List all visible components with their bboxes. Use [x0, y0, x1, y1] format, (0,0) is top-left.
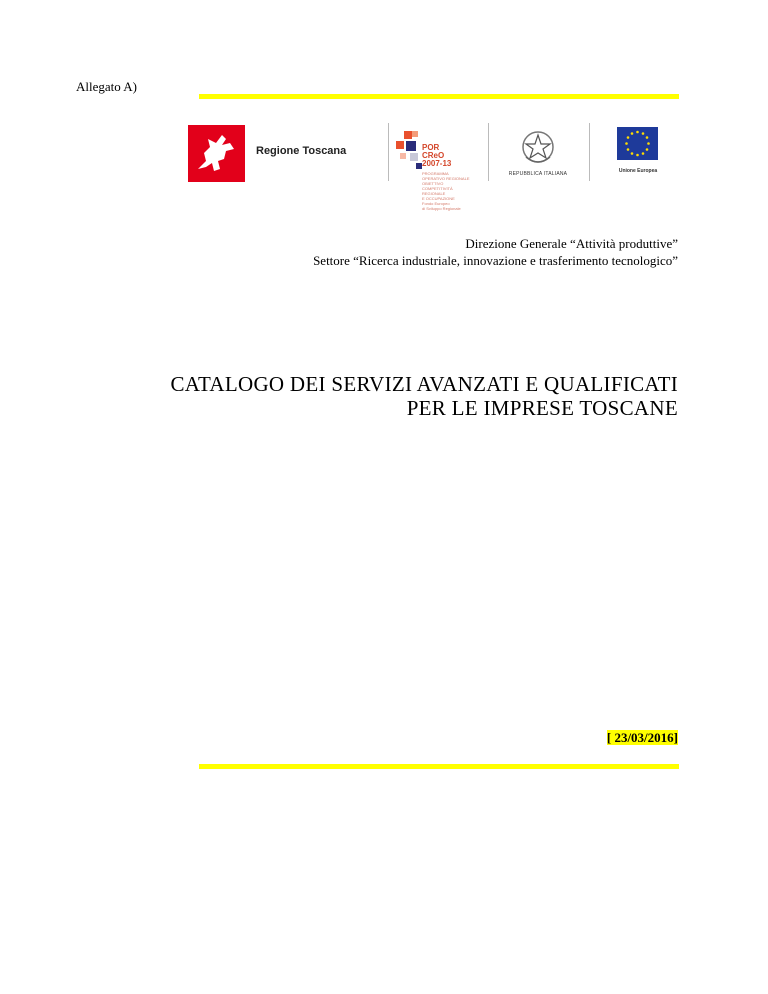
annex-label: Allegato A): [76, 79, 138, 94]
unione-europea-logo: [600, 125, 670, 183]
regione-toscana-name: Regione Toscana: [256, 145, 347, 157]
italian-emblem-icon: [518, 127, 558, 167]
logo-strip: [188, 123, 678, 213]
logo-divider: [488, 123, 489, 181]
title-line-2: PER LE IMPRESE TOSCANE: [406, 396, 678, 420]
pegasus-emblem: [188, 125, 245, 182]
document-date: [607, 730, 678, 746]
date-value: 23/03/2016]: [614, 730, 678, 745]
department-block: [313, 235, 678, 269]
eu-flag-icon: [617, 127, 658, 160]
repubblica-italiana-logo: [498, 127, 578, 181]
document-title: [171, 372, 679, 420]
logo-divider: [589, 123, 590, 181]
regione-toscana-logo: [188, 125, 364, 183]
sector-name: Settore “Ricerca industriale, innovazione e trasferimento tecnologico”: [313, 253, 678, 268]
repubblica-italiana-name: REPUBBLICA ITALIANA: [508, 171, 568, 177]
por-creo-logo: [396, 123, 486, 213]
department-name: Direzione Generale “Attività produttive”: [465, 236, 678, 251]
unione-europea-name: Unione Europea: [618, 168, 658, 174]
logo-divider: [388, 123, 389, 181]
por-creo-subtext: PROGRAMMA OPERATIVO REGIONALE OBIETTIVO COMPETITIVITÀ REGIONALE E OCCUPAZIONE Fondo Europeo di Sviluppo Regionale: [422, 171, 470, 211]
top-yellow-rule: [199, 94, 679, 99]
date-open-bracket: [: [606, 730, 615, 745]
bottom-yellow-rule: [199, 764, 679, 769]
title-line-1: CATALOGO DEI SERVIZI AVANZATI E QUALIFICATI: [170, 372, 678, 396]
por-creo-heading: POR CReO 2007-13: [422, 143, 452, 168]
